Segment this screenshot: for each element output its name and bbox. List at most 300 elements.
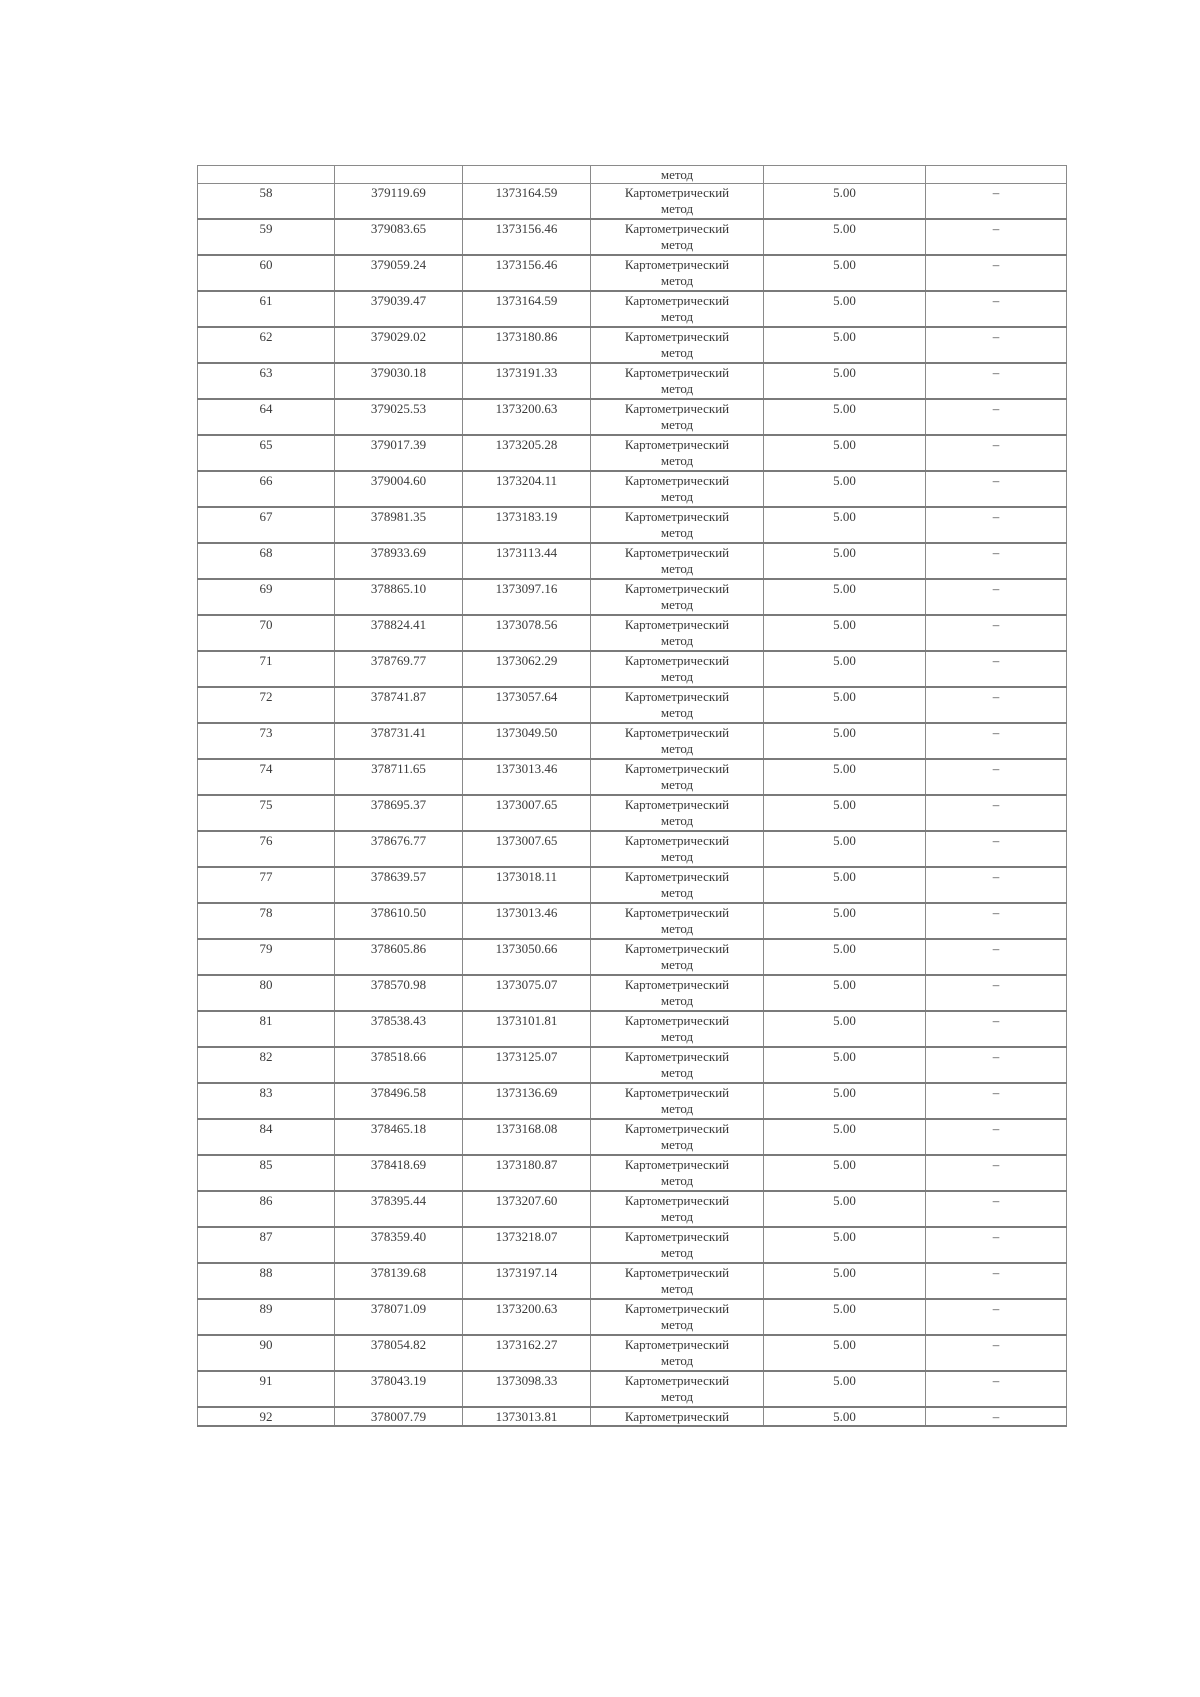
method-text-line2: метод bbox=[660, 1281, 694, 1296]
x-coordinate-text: 378043.19 bbox=[370, 1373, 427, 1388]
y-coordinate-cell bbox=[463, 1227, 591, 1263]
point-number-text: 68 bbox=[259, 545, 273, 560]
x-coordinate-text: 379017.39 bbox=[370, 437, 427, 452]
x-coordinate-text: 378741.87 bbox=[370, 689, 427, 704]
precision-cell bbox=[764, 399, 926, 435]
point-number-text: 78 bbox=[259, 905, 273, 920]
precision-cell bbox=[764, 1407, 926, 1426]
precision-text: 5.00 bbox=[833, 617, 856, 632]
y-coordinate-text: 1373049.50 bbox=[495, 725, 558, 740]
y-coordinate-cell bbox=[463, 831, 591, 867]
precision-cell bbox=[764, 219, 926, 255]
table-row bbox=[198, 1335, 1067, 1371]
method-text-line1: Картометрический bbox=[624, 869, 730, 884]
method-text-line1: Картометрический bbox=[624, 1337, 730, 1352]
method-text-line2: метод bbox=[660, 525, 694, 540]
table-row bbox=[198, 795, 1067, 831]
table-row bbox=[198, 1155, 1067, 1191]
precision-text: 5.00 bbox=[833, 1049, 856, 1064]
y-coordinate-cell bbox=[463, 1119, 591, 1155]
method-cell bbox=[591, 1335, 764, 1371]
y-coordinate-text: 1373007.65 bbox=[495, 833, 558, 848]
x-coordinate-text: 379083.65 bbox=[370, 221, 427, 236]
precision-text: 5.00 bbox=[833, 1409, 856, 1424]
y-coordinate-cell bbox=[463, 255, 591, 291]
description-text: – bbox=[992, 437, 1000, 452]
description-cell bbox=[926, 1119, 1067, 1155]
precision-text: 5.00 bbox=[833, 581, 856, 596]
point-number-cell bbox=[198, 975, 335, 1011]
method-cell bbox=[591, 795, 764, 831]
table-row bbox=[198, 255, 1067, 291]
y-coordinate-cell bbox=[463, 651, 591, 687]
y-coordinate-cell bbox=[463, 1335, 591, 1371]
continuation-precision-cell bbox=[764, 166, 926, 184]
method-text-line1: Картометрический bbox=[624, 761, 730, 776]
precision-text: 5.00 bbox=[833, 401, 856, 416]
method-text-line1: Картометрический bbox=[624, 1013, 730, 1028]
method-cell bbox=[591, 831, 764, 867]
precision-cell bbox=[764, 1227, 926, 1263]
y-coordinate-text: 1373180.87 bbox=[495, 1157, 558, 1172]
method-cell bbox=[591, 1191, 764, 1227]
x-coordinate-cell bbox=[335, 687, 463, 723]
y-coordinate-cell bbox=[463, 399, 591, 435]
precision-cell bbox=[764, 1155, 926, 1191]
precision-cell bbox=[764, 1263, 926, 1299]
method-text-line2: метод bbox=[660, 1353, 694, 1368]
table-row bbox=[198, 1083, 1067, 1119]
method-text-line1: Картометрический bbox=[624, 1049, 730, 1064]
continuation-x-cell bbox=[335, 166, 463, 184]
description-text: – bbox=[992, 797, 1000, 812]
description-text: – bbox=[992, 509, 1000, 524]
description-text: – bbox=[992, 1085, 1000, 1100]
point-number-text: 90 bbox=[259, 1337, 273, 1352]
description-text: – bbox=[992, 293, 1000, 308]
description-text: – bbox=[992, 833, 1000, 848]
point-number-text: 64 bbox=[259, 401, 273, 416]
method-cell bbox=[591, 363, 764, 399]
y-coordinate-cell bbox=[463, 1011, 591, 1047]
point-number-cell bbox=[198, 1011, 335, 1047]
description-cell bbox=[926, 291, 1067, 327]
point-number-cell bbox=[198, 831, 335, 867]
x-coordinate-text: 378865.10 bbox=[370, 581, 427, 596]
description-text: – bbox=[992, 1157, 1000, 1172]
x-coordinate-cell bbox=[335, 939, 463, 975]
precision-cell bbox=[764, 1083, 926, 1119]
table-row bbox=[198, 543, 1067, 579]
description-cell bbox=[926, 975, 1067, 1011]
table-row bbox=[198, 327, 1067, 363]
precision-cell bbox=[764, 1335, 926, 1371]
precision-cell bbox=[764, 1047, 926, 1083]
method-cell bbox=[591, 939, 764, 975]
method-text-line2: метод bbox=[660, 417, 694, 432]
y-coordinate-cell bbox=[463, 291, 591, 327]
point-number-cell bbox=[198, 1191, 335, 1227]
method-text-line2: метод bbox=[660, 273, 694, 288]
method-text-line1: Картометрический bbox=[624, 617, 730, 632]
method-text-line2: метод bbox=[660, 1209, 694, 1224]
y-coordinate-text: 1373204.11 bbox=[495, 473, 558, 488]
table-row bbox=[198, 399, 1067, 435]
method-text-line2: метод bbox=[660, 489, 694, 504]
x-coordinate-text: 378605.86 bbox=[370, 941, 427, 956]
description-text: – bbox=[992, 1121, 1000, 1136]
y-coordinate-text: 1373050.66 bbox=[495, 941, 558, 956]
description-cell bbox=[926, 1011, 1067, 1047]
method-cell bbox=[591, 1263, 764, 1299]
y-coordinate-text: 1373218.07 bbox=[495, 1229, 558, 1244]
precision-text: 5.00 bbox=[833, 1265, 856, 1280]
y-coordinate-text: 1373018.11 bbox=[495, 869, 558, 884]
precision-cell bbox=[764, 543, 926, 579]
method-cell bbox=[591, 327, 764, 363]
method-text-line1: Картометрический bbox=[624, 797, 730, 812]
method-text-line1: Картометрический bbox=[624, 1409, 730, 1424]
method-text-line2: метод bbox=[660, 993, 694, 1008]
precision-text: 5.00 bbox=[833, 1193, 856, 1208]
description-text: – bbox=[992, 1265, 1000, 1280]
table-row bbox=[198, 1191, 1067, 1227]
precision-cell bbox=[764, 723, 926, 759]
y-coordinate-text: 1373013.46 bbox=[495, 905, 558, 920]
point-number-text: 76 bbox=[259, 833, 273, 848]
method-text-line2: метод bbox=[660, 201, 694, 216]
table-row bbox=[198, 1299, 1067, 1335]
method-text-line1: Картометрический bbox=[624, 329, 730, 344]
precision-text: 5.00 bbox=[833, 941, 856, 956]
method-cell bbox=[591, 1299, 764, 1335]
method-text-line1: Картометрический bbox=[624, 653, 730, 668]
x-coordinate-text: 378139.68 bbox=[370, 1265, 427, 1280]
precision-cell bbox=[764, 327, 926, 363]
point-number-cell bbox=[198, 939, 335, 975]
method-cell bbox=[591, 1119, 764, 1155]
method-text-line2: метод bbox=[660, 741, 694, 756]
y-coordinate-text: 1373200.63 bbox=[495, 1301, 558, 1316]
precision-cell bbox=[764, 687, 926, 723]
x-coordinate-cell bbox=[335, 903, 463, 939]
x-coordinate-text: 378496.58 bbox=[370, 1085, 427, 1100]
description-text: – bbox=[992, 941, 1000, 956]
table-row bbox=[198, 759, 1067, 795]
table-row bbox=[198, 184, 1067, 220]
point-number-text: 85 bbox=[259, 1157, 273, 1172]
table-row bbox=[198, 291, 1067, 327]
precision-text: 5.00 bbox=[833, 473, 856, 488]
x-coordinate-cell bbox=[335, 1227, 463, 1263]
x-coordinate-cell bbox=[335, 759, 463, 795]
x-coordinate-cell bbox=[335, 1335, 463, 1371]
point-number-text: 71 bbox=[259, 653, 273, 668]
table-row bbox=[198, 1407, 1067, 1426]
point-number-text: 83 bbox=[259, 1085, 273, 1100]
method-cell bbox=[591, 975, 764, 1011]
precision-cell bbox=[764, 363, 926, 399]
x-coordinate-text: 378054.82 bbox=[370, 1337, 427, 1352]
method-cell bbox=[591, 255, 764, 291]
point-number-cell bbox=[198, 399, 335, 435]
table-row bbox=[198, 615, 1067, 651]
y-coordinate-cell bbox=[463, 795, 591, 831]
y-coordinate-cell bbox=[463, 1407, 591, 1426]
description-cell bbox=[926, 543, 1067, 579]
y-coordinate-text: 1373180.86 bbox=[495, 329, 558, 344]
description-cell bbox=[926, 579, 1067, 615]
x-coordinate-text: 378570.98 bbox=[370, 977, 427, 992]
point-number-text: 86 bbox=[259, 1193, 273, 1208]
x-coordinate-cell bbox=[335, 1155, 463, 1191]
method-text-line2: метод bbox=[660, 237, 694, 252]
description-cell bbox=[926, 1371, 1067, 1407]
point-number-cell bbox=[198, 1407, 335, 1426]
method-cell bbox=[591, 219, 764, 255]
x-coordinate-cell bbox=[335, 615, 463, 651]
x-coordinate-text: 378610.50 bbox=[370, 905, 427, 920]
description-text: – bbox=[992, 1229, 1000, 1244]
table-row bbox=[198, 651, 1067, 687]
description-cell bbox=[926, 435, 1067, 471]
point-number-cell bbox=[198, 687, 335, 723]
description-cell bbox=[926, 1407, 1067, 1426]
table-row bbox=[198, 579, 1067, 615]
precision-text: 5.00 bbox=[833, 329, 856, 344]
precision-cell bbox=[764, 579, 926, 615]
table-row bbox=[198, 867, 1067, 903]
y-coordinate-cell bbox=[463, 975, 591, 1011]
description-text: – bbox=[992, 401, 1000, 416]
x-coordinate-text: 378676.77 bbox=[370, 833, 427, 848]
x-coordinate-cell bbox=[335, 795, 463, 831]
x-coordinate-cell bbox=[335, 1119, 463, 1155]
x-coordinate-cell bbox=[335, 1083, 463, 1119]
x-coordinate-text: 378518.66 bbox=[370, 1049, 427, 1064]
point-number-cell bbox=[198, 579, 335, 615]
method-text-line1: Картометрический bbox=[624, 725, 730, 740]
x-coordinate-text: 378071.09 bbox=[370, 1301, 427, 1316]
x-coordinate-text: 378711.65 bbox=[371, 761, 426, 776]
table-row bbox=[198, 975, 1067, 1011]
point-number-cell bbox=[198, 759, 335, 795]
point-number-cell bbox=[198, 1227, 335, 1263]
method-text-line2: метод bbox=[660, 957, 694, 972]
y-coordinate-cell bbox=[463, 867, 591, 903]
method-text-line2: метод bbox=[660, 1245, 694, 1260]
method-text-line2: метод bbox=[660, 921, 694, 936]
x-coordinate-cell bbox=[335, 219, 463, 255]
y-coordinate-text: 1373168.08 bbox=[495, 1121, 558, 1136]
y-coordinate-cell bbox=[463, 687, 591, 723]
point-number-text: 67 bbox=[259, 509, 273, 524]
precision-text: 5.00 bbox=[833, 797, 856, 812]
precision-cell bbox=[764, 1299, 926, 1335]
description-text: – bbox=[992, 329, 1000, 344]
method-text-line1: Картометрический bbox=[624, 221, 730, 236]
y-coordinate-cell bbox=[463, 1047, 591, 1083]
method-text-line1: Картометрический bbox=[624, 833, 730, 848]
y-coordinate-text: 1373113.44 bbox=[495, 545, 558, 560]
precision-cell bbox=[764, 975, 926, 1011]
coordinates-table-body bbox=[198, 166, 1067, 1427]
precision-text: 5.00 bbox=[833, 977, 856, 992]
coordinates-table bbox=[197, 165, 1067, 1427]
description-text: – bbox=[992, 545, 1000, 560]
x-coordinate-cell bbox=[335, 1191, 463, 1227]
method-cell bbox=[591, 579, 764, 615]
point-number-cell bbox=[198, 255, 335, 291]
method-text-line2: метод bbox=[660, 1137, 694, 1152]
table-row bbox=[198, 507, 1067, 543]
method-cell bbox=[591, 1155, 764, 1191]
x-coordinate-text: 378465.18 bbox=[370, 1121, 427, 1136]
point-number-text: 87 bbox=[259, 1229, 273, 1244]
x-coordinate-text: 379029.02 bbox=[370, 329, 427, 344]
point-number-cell bbox=[198, 184, 335, 220]
description-cell bbox=[926, 1191, 1067, 1227]
method-text-line1: Картометрический bbox=[624, 977, 730, 992]
x-coordinate-text: 378769.77 bbox=[370, 653, 427, 668]
table-row bbox=[198, 903, 1067, 939]
table-row bbox=[198, 1371, 1067, 1407]
y-coordinate-text: 1373207.60 bbox=[495, 1193, 558, 1208]
method-text-line1: Картометрический bbox=[624, 1121, 730, 1136]
point-number-text: 84 bbox=[259, 1121, 273, 1136]
precision-text: 5.00 bbox=[833, 257, 856, 272]
description-cell bbox=[926, 255, 1067, 291]
point-number-cell bbox=[198, 1119, 335, 1155]
description-cell bbox=[926, 1227, 1067, 1263]
point-number-text: 80 bbox=[259, 977, 273, 992]
description-cell bbox=[926, 1299, 1067, 1335]
description-text: – bbox=[992, 1013, 1000, 1028]
x-coordinate-text: 379059.24 bbox=[370, 257, 427, 272]
description-cell bbox=[926, 1083, 1067, 1119]
description-cell bbox=[926, 687, 1067, 723]
method-text-line1: Картометрический bbox=[624, 581, 730, 596]
x-coordinate-cell bbox=[335, 435, 463, 471]
method-text-line2: метод bbox=[660, 453, 694, 468]
x-coordinate-text: 379119.69 bbox=[371, 185, 426, 200]
point-number-text: 62 bbox=[259, 329, 273, 344]
precision-cell bbox=[764, 291, 926, 327]
point-number-cell bbox=[198, 1083, 335, 1119]
method-text-line2: метод bbox=[660, 777, 694, 792]
description-text: – bbox=[992, 977, 1000, 992]
table-row bbox=[198, 219, 1067, 255]
precision-cell bbox=[764, 867, 926, 903]
x-coordinate-cell bbox=[335, 399, 463, 435]
table-row bbox=[198, 723, 1067, 759]
description-text: – bbox=[992, 1193, 1000, 1208]
x-coordinate-text: 378395.44 bbox=[370, 1193, 427, 1208]
description-cell bbox=[926, 759, 1067, 795]
precision-cell bbox=[764, 255, 926, 291]
x-coordinate-cell bbox=[335, 1011, 463, 1047]
method-text-line1: Картометрический bbox=[624, 293, 730, 308]
continuation-num-cell bbox=[198, 166, 335, 184]
precision-cell bbox=[764, 471, 926, 507]
point-number-text: 81 bbox=[259, 1013, 273, 1028]
y-coordinate-text: 1373097.16 bbox=[495, 581, 558, 596]
method-text-line2: метод bbox=[660, 1101, 694, 1116]
description-cell bbox=[926, 651, 1067, 687]
precision-text: 5.00 bbox=[833, 905, 856, 920]
method-text-line1: Картометрический bbox=[624, 509, 730, 524]
y-coordinate-cell bbox=[463, 1155, 591, 1191]
point-number-cell bbox=[198, 543, 335, 579]
method-text-line2: метод bbox=[660, 381, 694, 396]
method-cell bbox=[591, 1047, 764, 1083]
method-cell bbox=[591, 651, 764, 687]
x-coordinate-cell bbox=[335, 1263, 463, 1299]
method-cell bbox=[591, 687, 764, 723]
precision-text: 5.00 bbox=[833, 1085, 856, 1100]
precision-cell bbox=[764, 939, 926, 975]
precision-cell bbox=[764, 1191, 926, 1227]
point-number-text: 79 bbox=[259, 941, 273, 956]
point-number-text: 82 bbox=[259, 1049, 273, 1064]
method-cell bbox=[591, 759, 764, 795]
method-text-line1: Картометрический bbox=[624, 365, 730, 380]
description-text: – bbox=[992, 257, 1000, 272]
point-number-cell bbox=[198, 795, 335, 831]
y-coordinate-cell bbox=[463, 1299, 591, 1335]
x-coordinate-text: 379004.60 bbox=[370, 473, 427, 488]
point-number-text: 77 bbox=[259, 869, 273, 884]
point-number-text: 74 bbox=[259, 761, 273, 776]
method-text-line2: метод bbox=[660, 669, 694, 684]
continuation-description-cell bbox=[926, 166, 1067, 184]
precision-cell bbox=[764, 435, 926, 471]
precision-text: 5.00 bbox=[833, 1229, 856, 1244]
description-cell bbox=[926, 399, 1067, 435]
point-number-text: 61 bbox=[259, 293, 273, 308]
x-coordinate-text: 378538.43 bbox=[370, 1013, 427, 1028]
precision-text: 5.00 bbox=[833, 725, 856, 740]
table-row bbox=[198, 1119, 1067, 1155]
y-coordinate-text: 1373200.63 bbox=[495, 401, 558, 416]
y-coordinate-text: 1373101.81 bbox=[495, 1013, 558, 1028]
method-cell bbox=[591, 399, 764, 435]
point-number-text: 72 bbox=[259, 689, 273, 704]
description-cell bbox=[926, 1155, 1067, 1191]
method-cell bbox=[591, 184, 764, 220]
method-text-line1: Картометрический bbox=[624, 185, 730, 200]
precision-text: 5.00 bbox=[833, 1337, 856, 1352]
x-coordinate-cell bbox=[335, 831, 463, 867]
method-cell bbox=[591, 1227, 764, 1263]
description-cell bbox=[926, 723, 1067, 759]
y-coordinate-text: 1373057.64 bbox=[495, 689, 558, 704]
method-text-line2: метод bbox=[660, 597, 694, 612]
point-number-cell bbox=[198, 363, 335, 399]
method-cell bbox=[591, 723, 764, 759]
method-text-line1: Картометрический bbox=[624, 1085, 730, 1100]
description-text: – bbox=[992, 905, 1000, 920]
point-number-cell bbox=[198, 867, 335, 903]
method-text-line1: Картометрический bbox=[624, 473, 730, 488]
x-coordinate-text: 379039.47 bbox=[370, 293, 427, 308]
method-text-line1: Картометрический bbox=[624, 401, 730, 416]
x-coordinate-cell bbox=[335, 651, 463, 687]
point-number-cell bbox=[198, 471, 335, 507]
precision-text: 5.00 bbox=[833, 1373, 856, 1388]
x-coordinate-cell bbox=[335, 471, 463, 507]
precision-text: 5.00 bbox=[833, 1013, 856, 1028]
